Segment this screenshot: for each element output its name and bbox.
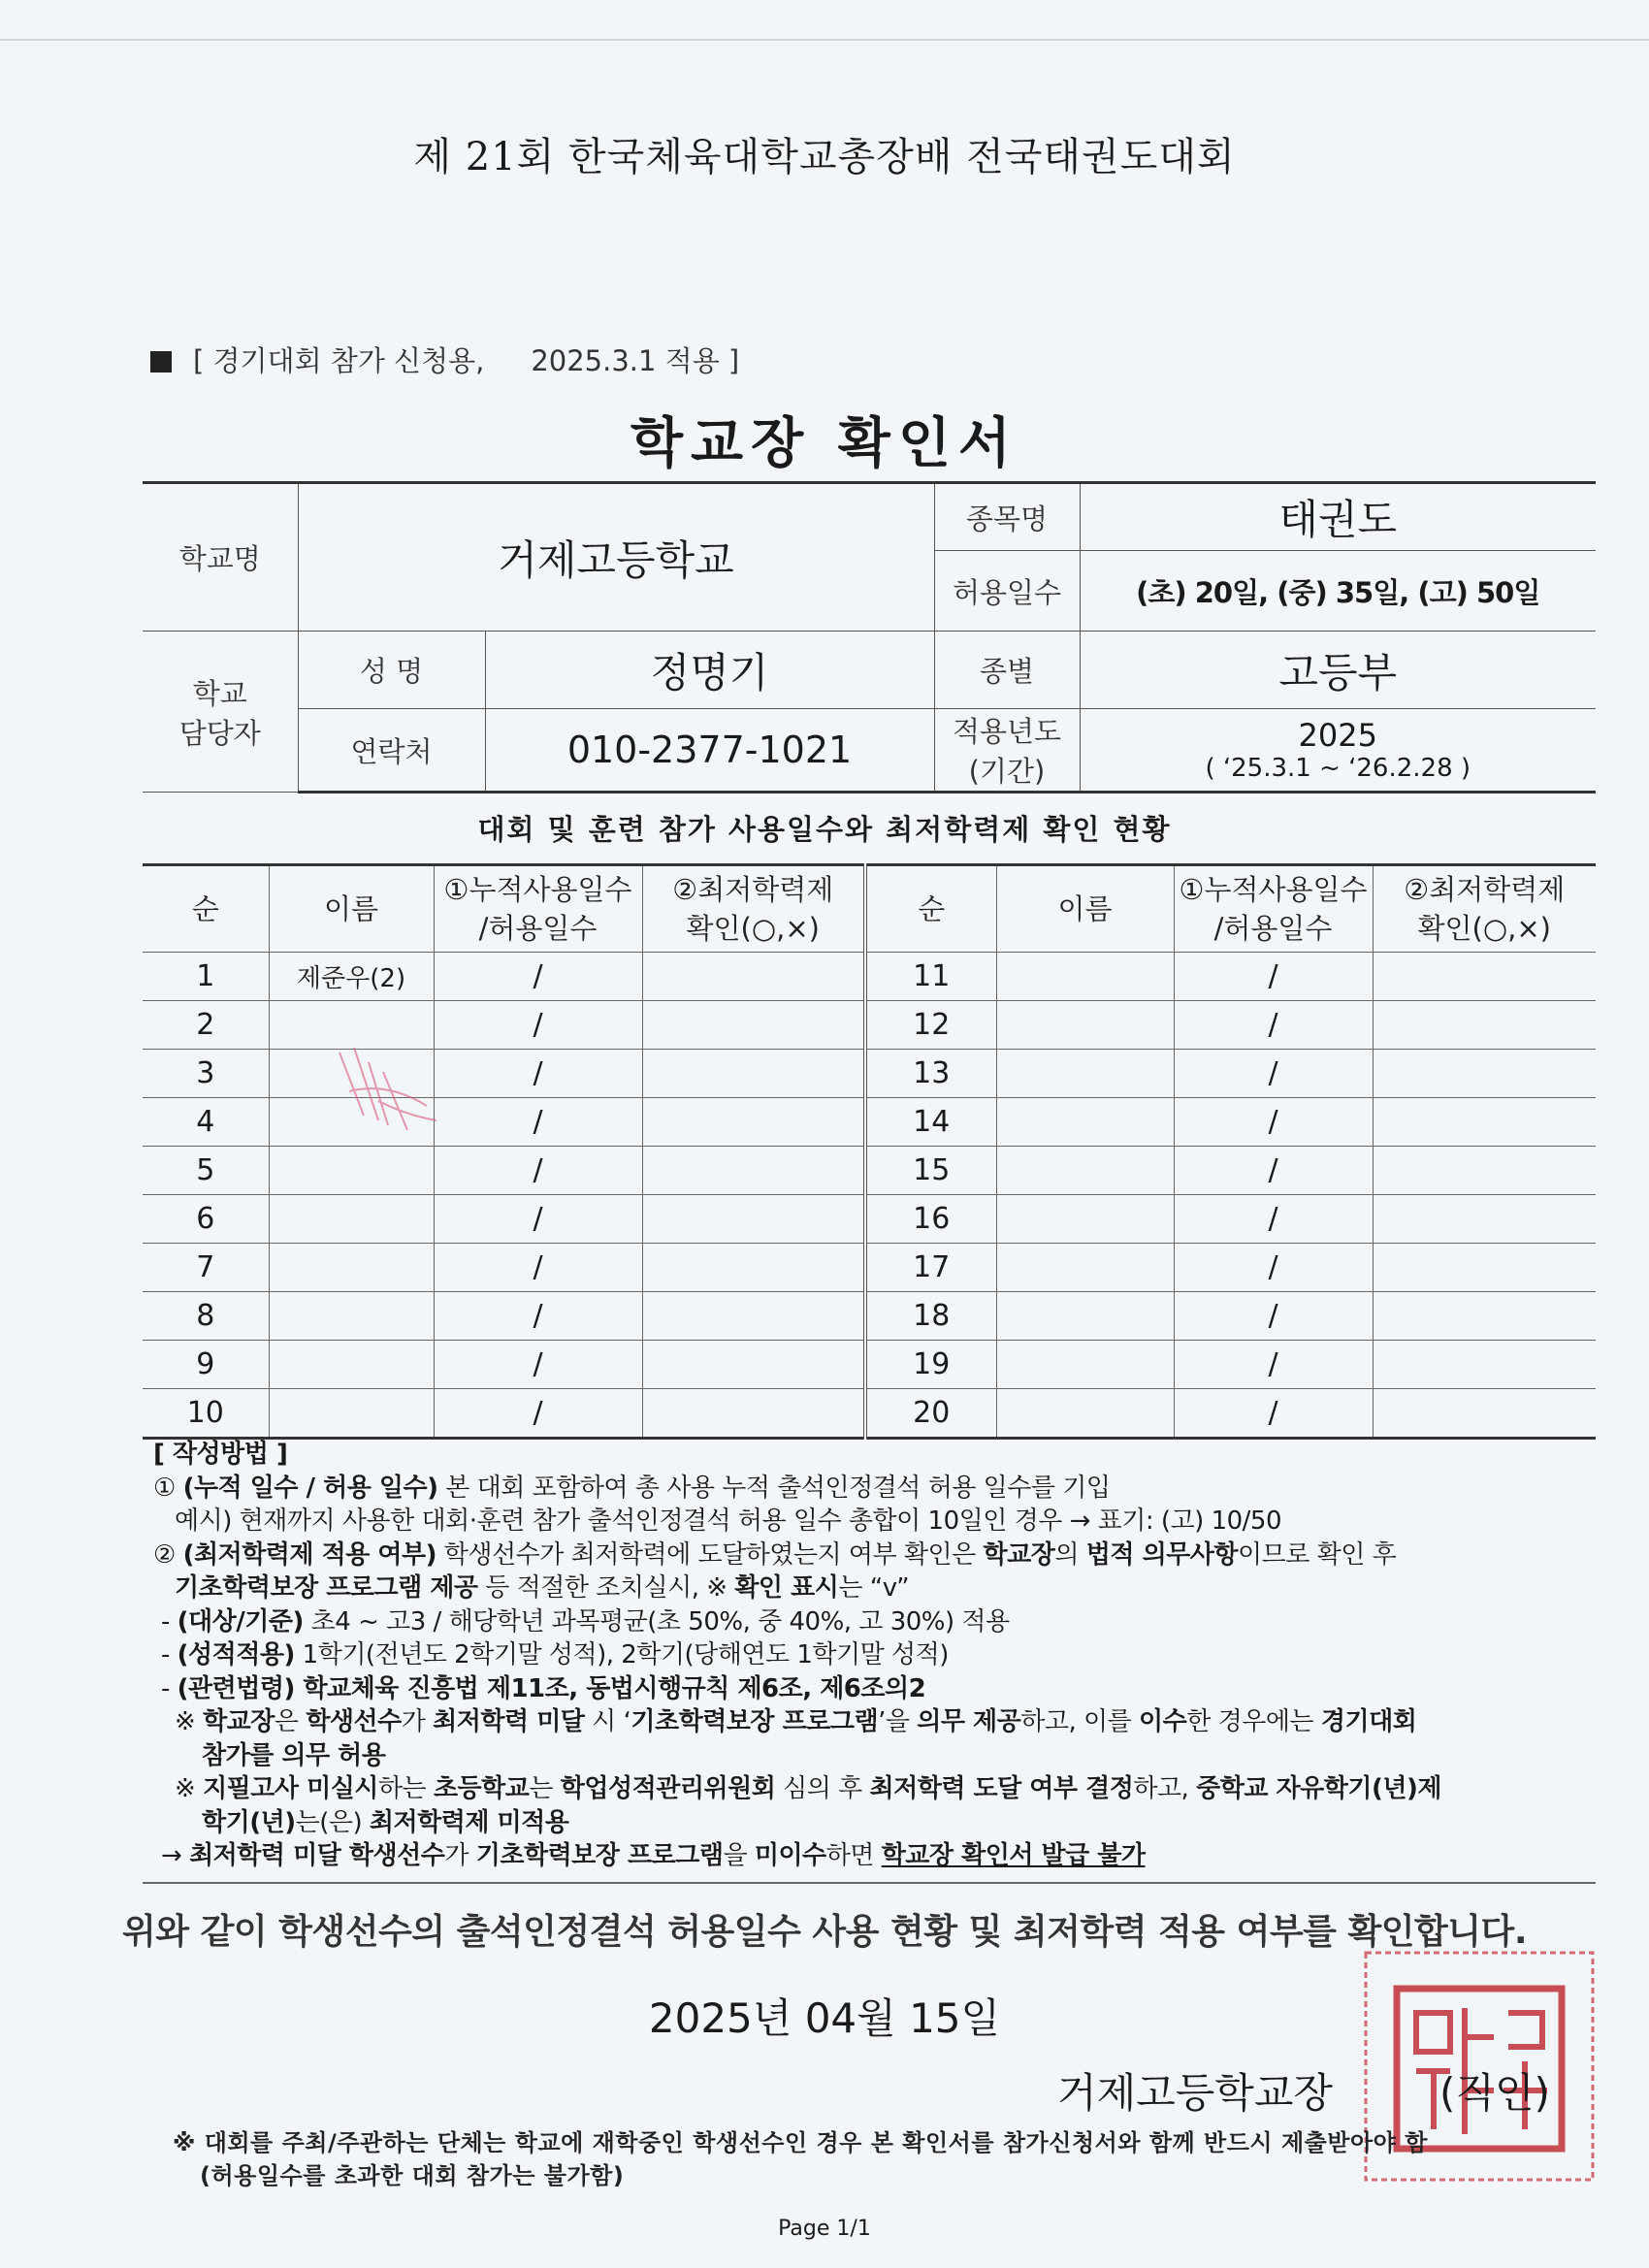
row-days-right: / xyxy=(1174,1050,1373,1098)
instruction-text: 초등학교 xyxy=(433,1774,530,1803)
instruction-line xyxy=(153,1605,1599,1639)
row-days-right: / xyxy=(1174,1001,1373,1050)
instruction-text: 가 xyxy=(444,1841,476,1870)
instruction-text: 경기대회 xyxy=(1320,1707,1417,1736)
row-no: 6 xyxy=(143,1195,269,1244)
instruction-text: 학생선수 xyxy=(306,1707,402,1736)
instruction-text: 최저학력 미달 xyxy=(433,1707,585,1736)
seal-note: (직인) xyxy=(1439,2069,1550,2117)
table-row xyxy=(143,1389,1596,1439)
row-no-right: 17 xyxy=(865,1244,996,1292)
header-grade xyxy=(642,865,865,953)
instruction-text: 1학기(전년도 2학기말 성적), 2학기(당해연도 1학기말 성적) xyxy=(294,1640,949,1669)
instruction-text: (대상/기준) xyxy=(177,1606,304,1636)
year-label-line2: (기간) xyxy=(968,755,1046,788)
row-name xyxy=(269,1292,434,1341)
instruction-line xyxy=(153,1839,1599,1873)
row-grade xyxy=(642,1001,865,1050)
instruction-text: 하면 xyxy=(825,1841,882,1870)
row-days: / xyxy=(434,1001,642,1050)
header-days-right xyxy=(1174,865,1373,953)
header-grade-line1: ②최저학력제 xyxy=(672,873,834,906)
instruction-line xyxy=(153,1772,1599,1806)
row-no-right: 13 xyxy=(865,1050,996,1098)
instruction-text: (최저학력제 적용 여부) xyxy=(182,1539,436,1570)
instruction-line xyxy=(153,1739,1599,1773)
staff-name-value: 정명기 xyxy=(485,632,934,709)
instruction-text: 미이수 xyxy=(754,1841,826,1870)
row-name-right xyxy=(996,1147,1174,1195)
row-grade xyxy=(642,1244,865,1292)
instruction-text: ※ xyxy=(175,1774,204,1803)
instruction-text: 한 경우에는 xyxy=(1186,1707,1321,1736)
row-grade-right xyxy=(1373,1389,1596,1439)
header-days-line1: ①누적사용일수 xyxy=(443,873,632,906)
row-days: / xyxy=(434,1147,642,1195)
header-grade-line2: 확인(○,×) xyxy=(686,912,820,945)
instruction-line xyxy=(153,1638,1599,1672)
row-days: / xyxy=(434,1195,642,1244)
instruction-text: 초4 ~ 고3 / 해당학년 과목평균(초 50%, 중 40%, 고 30%) 적용 xyxy=(303,1606,1010,1636)
allowed-days-value: (초) 20일, (중) 35일, (고) 50일 xyxy=(1080,551,1596,632)
instruction-text: 법적 의무사항 xyxy=(1085,1539,1239,1570)
row-grade-right xyxy=(1373,953,1596,1001)
row-no-right: 12 xyxy=(865,1001,996,1050)
instruction-text: 시 ‘ xyxy=(584,1707,631,1736)
instruction-text: 는(은) xyxy=(295,1807,370,1837)
instruction-text: ※ xyxy=(175,1707,204,1736)
row-no-right: 14 xyxy=(865,1098,996,1147)
row-name xyxy=(269,1341,434,1389)
row-no-right: 15 xyxy=(865,1147,996,1195)
roster-header-row xyxy=(143,865,1596,953)
row-name-right xyxy=(996,1292,1174,1341)
row-grade-right xyxy=(1373,1195,1596,1244)
instruction-text: 기초학력보장 프로그램 제공 xyxy=(175,1573,478,1603)
period-value: ( ‘25.3.1 ~ ‘26.2.28 ) xyxy=(1205,754,1471,783)
header-grade-right-line2: 확인(○,×) xyxy=(1417,912,1551,945)
instruction-text: 학기(년) xyxy=(202,1807,296,1837)
row-grade-right xyxy=(1373,1147,1596,1195)
instruction-text: - xyxy=(161,1673,178,1703)
instruction-line xyxy=(153,1672,1599,1706)
school-name-value: 거제고등학교 xyxy=(298,483,934,632)
row-no: 2 xyxy=(143,1001,269,1050)
instruction-text: 중학교 자유학기(년)제 xyxy=(1196,1774,1441,1803)
staff-label xyxy=(143,632,298,793)
form-note-date: 2025.3.1 적용 ] xyxy=(531,344,740,377)
row-days: / xyxy=(434,953,642,1001)
row-name xyxy=(269,1389,434,1439)
year-cell xyxy=(1080,709,1596,793)
division-value: 고등부 xyxy=(1080,632,1596,709)
pen-scribble-mark xyxy=(320,1033,456,1140)
header-days-right-line1: ①누적사용일수 xyxy=(1179,873,1368,906)
row-days: / xyxy=(434,1292,642,1341)
row-no-right: 18 xyxy=(865,1292,996,1341)
row-grade-right xyxy=(1373,1098,1596,1147)
instruction-text: 최저학력제 미적용 xyxy=(369,1807,569,1837)
document-title: 학교장 확인서 xyxy=(630,412,1019,475)
row-name xyxy=(269,1147,434,1195)
school-info-table xyxy=(143,481,1596,794)
row-no: 4 xyxy=(143,1098,269,1147)
instruction-text: 최저학력 미달 학생선수 xyxy=(189,1841,445,1870)
instruction-line xyxy=(153,1571,1599,1605)
instruction-text: 하고, xyxy=(1133,1774,1197,1803)
instruction-text: 학교장 확인서 발급 불가 xyxy=(881,1841,1146,1870)
instruction-text: ② xyxy=(153,1539,183,1570)
row-days-right: / xyxy=(1174,1389,1373,1439)
row-name: 제준우(2) xyxy=(269,953,434,1001)
header-no: 순 xyxy=(143,865,269,953)
page-number: Page 1/1 xyxy=(778,2217,871,2241)
row-no: 7 xyxy=(143,1244,269,1292)
signer-block xyxy=(1057,2061,1550,2120)
sport-value: 태권도 xyxy=(1080,483,1596,551)
instruction-text: 는 “v” xyxy=(838,1573,910,1603)
row-grade xyxy=(642,1147,865,1195)
row-days: / xyxy=(434,1050,642,1098)
instruction-text: 기초학력보장 프로그램 xyxy=(630,1707,879,1736)
footnote-line2: (허용일수를 초과한 대회 참가는 불가함) xyxy=(200,2162,625,2189)
instruction-text: 이수 xyxy=(1139,1707,1187,1736)
instruction-text: ① xyxy=(153,1473,183,1503)
instruction-text: 학교장 xyxy=(983,1539,1055,1570)
form-note xyxy=(150,340,739,379)
header-no-right: 순 xyxy=(865,865,996,953)
row-name-right xyxy=(996,1001,1174,1050)
division-label: 종별 xyxy=(934,632,1080,709)
row-grade-right xyxy=(1373,1001,1596,1050)
instruction-line xyxy=(153,1472,1599,1506)
bullet-square-icon xyxy=(150,351,172,373)
row-name-right xyxy=(996,953,1174,1001)
instruction-text: 의무 제공 xyxy=(917,1707,1021,1736)
instruction-text: 확인 표시 xyxy=(734,1573,839,1603)
staff-label-line1: 학교 xyxy=(192,676,247,710)
instruction-text: 학교장 xyxy=(203,1707,275,1736)
sport-label: 종목명 xyxy=(934,483,1080,551)
instruction-text: - xyxy=(161,1640,178,1669)
contact-label: 연락처 xyxy=(298,709,485,793)
instruction-text: → xyxy=(161,1841,190,1870)
instruction-text: ’을 xyxy=(878,1707,918,1736)
instruction-text: (누적 일수 / 허용 일수) xyxy=(182,1473,438,1503)
staff-name-label: 성 명 xyxy=(298,632,485,709)
instruction-line xyxy=(153,1705,1599,1739)
row-name-right xyxy=(996,1195,1174,1244)
row-grade xyxy=(642,1050,865,1098)
scan-top-edge xyxy=(0,39,1649,41)
table-row xyxy=(143,1195,1596,1244)
header-grade-right-line1: ②최저학력제 xyxy=(1404,873,1566,906)
header-grade-right xyxy=(1373,865,1596,953)
header-days-line2: /허용일수 xyxy=(478,912,598,945)
instruction-text: (관련법령) 학교체육 진흥법 제11조, 동법시행규칙 제6조, 제6조의2 xyxy=(177,1673,926,1703)
row-grade-right xyxy=(1373,1292,1596,1341)
instruction-text: 은 xyxy=(274,1707,307,1736)
row-name-right xyxy=(996,1341,1174,1389)
row-no: 9 xyxy=(143,1341,269,1389)
year-value: 2025 xyxy=(1298,717,1377,754)
instruction-text: 참가를 의무 허용 xyxy=(202,1740,386,1770)
instruction-text: 학업성적관리위원회 xyxy=(560,1774,776,1803)
instruction-text: 최저학력 도달 여부 결정 xyxy=(869,1774,1134,1803)
row-name xyxy=(269,1244,434,1292)
instruction-line xyxy=(153,1806,1599,1840)
header-days xyxy=(434,865,642,953)
instruction-text: 의 xyxy=(1054,1539,1086,1570)
row-days: / xyxy=(434,1244,642,1292)
row-no-right: 20 xyxy=(865,1389,996,1439)
signer-name: 거제고등학교장 xyxy=(1057,2069,1334,2117)
row-days: / xyxy=(434,1341,642,1389)
issue-date: 2025년 04월 15일 xyxy=(648,1994,1001,2042)
contact-value: 010-2377-1021 xyxy=(485,709,934,793)
table-row xyxy=(143,1292,1596,1341)
row-name-right xyxy=(996,1389,1174,1439)
row-grade-right xyxy=(1373,1050,1596,1098)
instruction-line xyxy=(153,1505,1599,1539)
confirmation-statement: 위와 같이 학생선수의 출석인정결석 허용일수 사용 현황 및 최저학력 적용 여부를 확인합니다. xyxy=(121,1912,1528,1952)
instruction-text: 심의 후 xyxy=(775,1774,870,1803)
row-days: / xyxy=(434,1389,642,1439)
instruction-text: 이므로 확인 후 xyxy=(1238,1539,1397,1570)
row-days-right: / xyxy=(1174,1341,1373,1389)
roster-table xyxy=(143,863,1596,1440)
row-grade xyxy=(642,1389,865,1439)
row-days-right: / xyxy=(1174,1244,1373,1292)
row-no: 10 xyxy=(143,1389,269,1439)
row-no: 5 xyxy=(143,1147,269,1195)
instruction-text: 본 대회 포함하여 총 사용 누적 출석인정결석 허용 일수를 기입 xyxy=(437,1473,1111,1503)
instruction-text: 예시) 현재까지 사용한 대회·훈련 참가 출석인정결석 허용 일수 총합이 10일인 경우 → 표기: (고) 10/50 xyxy=(175,1507,1282,1536)
row-grade xyxy=(642,1292,865,1341)
row-name-right xyxy=(996,1244,1174,1292)
row-days-right: / xyxy=(1174,1147,1373,1195)
footnote xyxy=(173,2126,1428,2192)
row-grade-right xyxy=(1373,1244,1596,1292)
school-name-label: 학교명 xyxy=(143,483,298,632)
year-label xyxy=(934,709,1080,793)
row-grade xyxy=(642,953,865,1001)
instruction-text: 지필고사 미실시 xyxy=(203,1774,378,1803)
row-no: 1 xyxy=(143,953,269,1001)
row-days-right: / xyxy=(1174,953,1373,1001)
row-days: / xyxy=(434,1098,642,1147)
allowed-days-label: 허용일수 xyxy=(934,551,1080,632)
row-days-right: / xyxy=(1174,1098,1373,1147)
instruction-text: 등 적절한 조치실시, ※ xyxy=(477,1573,735,1603)
row-no-right: 19 xyxy=(865,1341,996,1389)
instruction-text: 을 xyxy=(723,1841,755,1870)
header-days-right-line2: /허용일수 xyxy=(1213,912,1333,945)
row-days-right: / xyxy=(1174,1292,1373,1341)
instruction-text: (성적적용) xyxy=(177,1640,295,1669)
row-days-right: / xyxy=(1174,1195,1373,1244)
event-title: 제 21회 한국체육대학교총장배 전국태권도대회 xyxy=(413,135,1236,179)
section-divider xyxy=(143,1882,1596,1884)
row-no: 3 xyxy=(143,1050,269,1098)
instruction-text: - xyxy=(161,1606,178,1636)
header-name-right: 이름 xyxy=(996,865,1174,953)
row-grade xyxy=(642,1195,865,1244)
instruction-line xyxy=(153,1539,1599,1572)
row-no-right: 16 xyxy=(865,1195,996,1244)
row-name-right xyxy=(996,1050,1174,1098)
instruction-text: 가 xyxy=(401,1707,434,1736)
instructions-heading: [ 작성방법 ] xyxy=(153,1440,288,1469)
staff-label-line2: 담당자 xyxy=(178,716,261,750)
row-name-right xyxy=(996,1098,1174,1147)
table-row xyxy=(143,1244,1596,1292)
roster-subtitle: 대회 및 훈련 참가 사용일수와 최저학력제 확인 현황 xyxy=(477,813,1172,846)
instruction-text: 기초학력보장 프로그램 xyxy=(475,1841,724,1870)
row-grade xyxy=(642,1341,865,1389)
header-name: 이름 xyxy=(269,865,434,953)
row-grade xyxy=(642,1098,865,1147)
instruction-text: 는 xyxy=(529,1774,561,1803)
row-name xyxy=(269,1195,434,1244)
row-no-right: 11 xyxy=(865,953,996,1001)
row-grade-right xyxy=(1373,1341,1596,1389)
instructions xyxy=(153,1438,1599,1873)
form-note-label: [ 경기대회 참가 신청용, xyxy=(193,344,485,377)
table-row xyxy=(143,1341,1596,1389)
instruction-text: 학생선수가 최저학력에 도달하였는지 여부 확인은 xyxy=(436,1539,984,1570)
instruction-text: 하는 xyxy=(377,1774,434,1803)
instruction-text: 하고, 이를 xyxy=(1020,1707,1140,1736)
footnote-line1: ※ 대회를 주최/주관하는 단체는 학교에 재학중인 학생선수인 경우 본 확인서를 참가신청서와 함께 반드시 제출받아야 함 xyxy=(173,2129,1428,2156)
table-row xyxy=(143,1147,1596,1195)
year-label-line1: 적용년도 xyxy=(952,715,1062,748)
table-row xyxy=(143,953,1596,1001)
row-no: 8 xyxy=(143,1292,269,1341)
